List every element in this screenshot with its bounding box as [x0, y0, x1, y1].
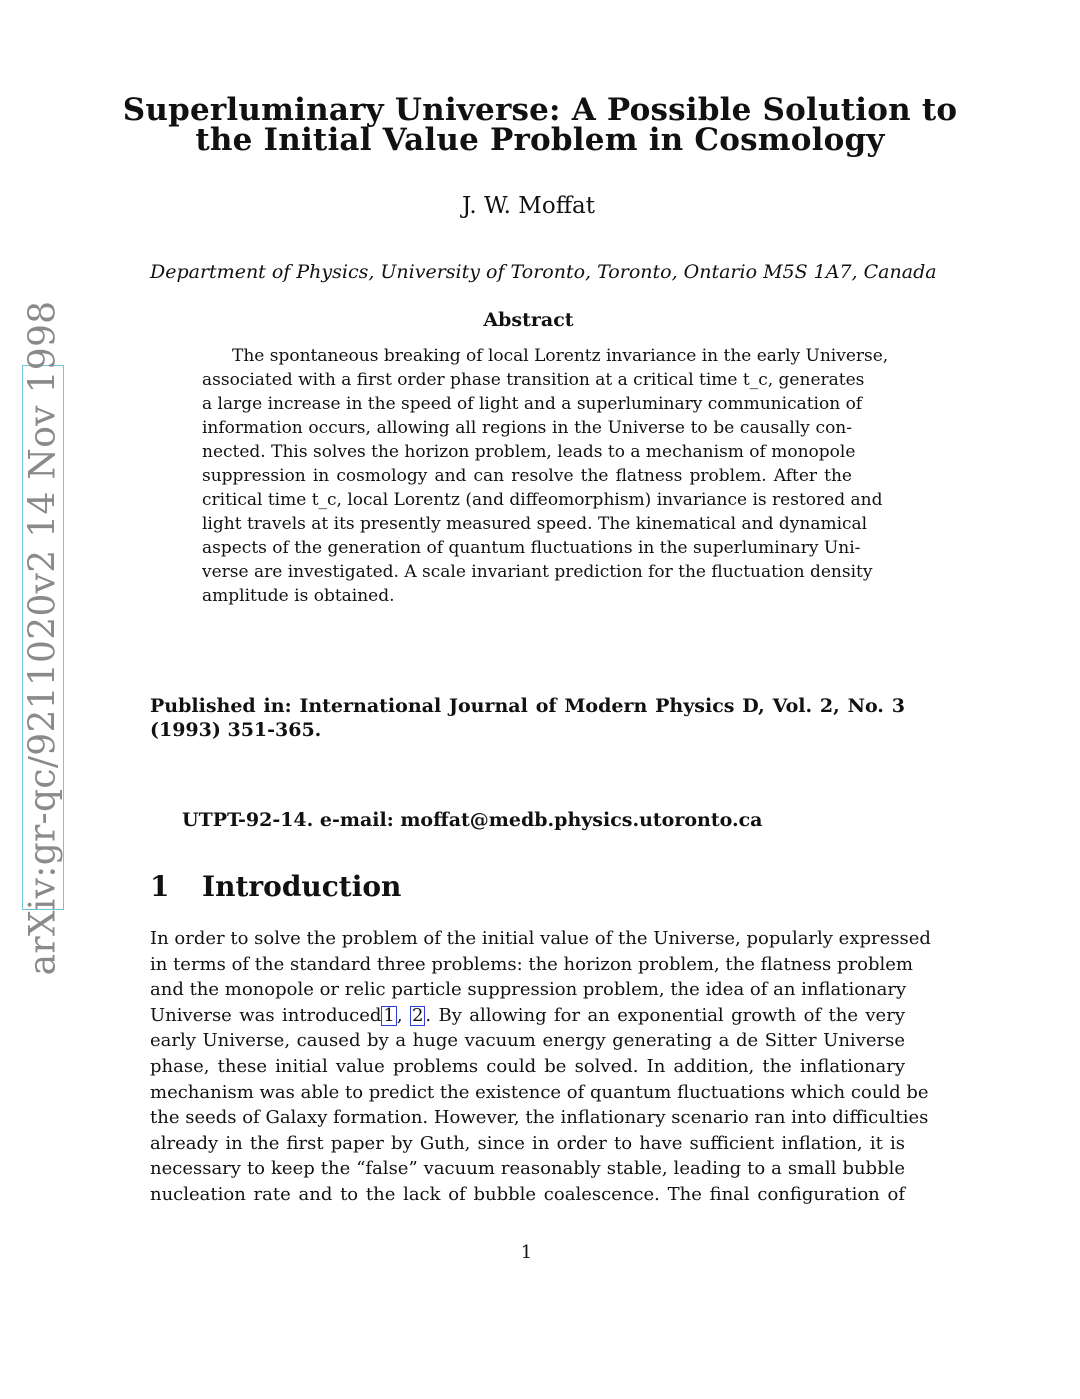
publication-line-1: Published in: International Journal of Modern Physics D, Vol. 2, No. 3	[150, 695, 905, 717]
citation-link[interactable]: 1	[383, 1004, 395, 1026]
abstract-line: verse are investigated. A scale invariant prediction for the fluctuation density	[202, 562, 873, 582]
title-line-2: the Initial Value Problem in Cosmology	[195, 122, 885, 158]
affiliation: Department of Physics, University of Toronto, Toronto, Ontario M5S 1A7, Canada	[150, 261, 937, 283]
section-number: 1	[150, 870, 170, 903]
body-line: early Universe, caused by a huge vacuum energy generating a de Sitter Universe	[150, 1030, 905, 1052]
abstract-line: suppression in cosmology and can resolve the flatness problem. After the	[202, 466, 852, 486]
abstract-line: light travels at its presently measured speed. The kinematical and dynamical	[202, 514, 868, 534]
body-line-with-citations	[150, 1003, 905, 1029]
abstract-line: critical time t_c, local Lorentz (and diffeomorphism) invariance is restored and	[202, 490, 883, 510]
publication-line-2: (1993) 351-365.	[150, 719, 322, 741]
body-text-segment: Universe was introduced	[150, 1004, 382, 1026]
abstract-line: The spontaneous breaking of local Lorentz invariance in the early Universe,	[232, 346, 889, 366]
publication-note	[150, 694, 905, 742]
body-line: In order to solve the problem of the initial value of the Universe, popularly expressed	[150, 928, 931, 949]
body-line: already in the first paper by Guth, since in order to have sufficient inflation, it is	[150, 1132, 905, 1154]
body-line: the seeds of Galaxy formation. However, the inflationary scenario ran into difficulties	[150, 1107, 929, 1129]
section-heading	[150, 870, 401, 903]
body-line: nucleation rate and to the lack of bubble coalescence. The final configuration of	[150, 1183, 905, 1205]
arxiv-identifier: arXiv:gr-qc/9211020v2 14 Nov 1998	[22, 300, 64, 975]
section-title: Introduction	[202, 870, 402, 903]
introduction-text	[150, 926, 931, 1208]
body-text-segment: . By allowing for an exponential growth of the very	[425, 1004, 905, 1026]
citation-link[interactable]: 2	[411, 1004, 424, 1026]
abstract-line: nected. This solves the horizon problem, leads to a mechanism of monopole	[202, 442, 856, 462]
paper-title	[0, 92, 1080, 158]
author: J. W. Moffat	[462, 193, 595, 219]
arxiv-identifier-stamp	[22, 300, 64, 975]
body-line: mechanism was able to predict the existence of quantum fluctuations which could be	[150, 1081, 929, 1103]
abstract-line: a large increase in the speed of light and a superluminary communication of	[202, 394, 863, 414]
abstract-body	[202, 344, 889, 608]
report-number-email: UTPT-92-14. e-mail: moffat@medb.physics.utoronto.ca	[182, 809, 763, 831]
abstract-line: information occurs, allowing all regions in the Universe to be causally con-	[202, 418, 852, 438]
abstract-line: associated with a first order phase transition at a critical time t_c, generates	[202, 370, 865, 390]
body-line: and the monopole or relic particle suppression problem, the idea of an inflationary	[150, 979, 907, 1001]
title-line-1: Superluminary Universe: A Possible Solution to	[122, 92, 958, 128]
abstract-line: amplitude is obtained.	[202, 586, 395, 606]
citation-separator: ,	[396, 1004, 410, 1026]
body-line: phase, these initial value problems could be solved. In addition, the inflationary	[150, 1055, 905, 1077]
page-number: 1	[520, 1242, 533, 1263]
body-line: necessary to keep the “false” vacuum reasonably stable, leading to a small bubble	[150, 1158, 905, 1180]
abstract-heading: Abstract	[483, 309, 574, 331]
body-line: in terms of the standard three problems: the horizon problem, the flatness problem	[150, 953, 913, 975]
abstract-line: aspects of the generation of quantum fluctuations in the superluminary Uni-	[202, 538, 861, 558]
